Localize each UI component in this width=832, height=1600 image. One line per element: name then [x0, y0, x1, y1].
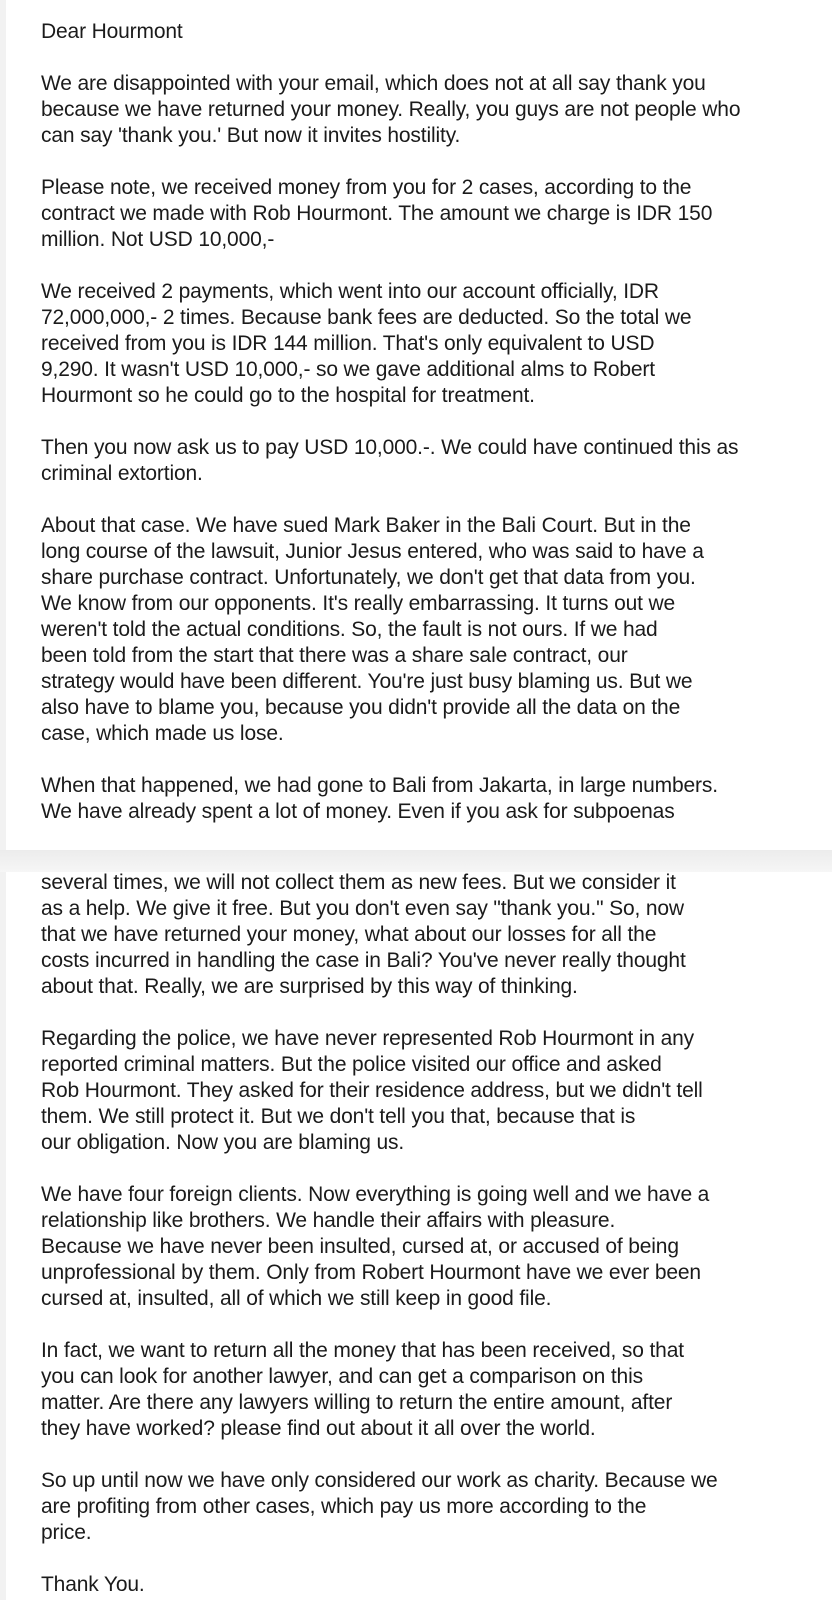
- text-line: can say 'thank you.' But now it invites hostility.: [41, 124, 461, 147]
- text-line: About that case. We have sued Mark Baker in the Bali Court. But in the: [41, 514, 691, 537]
- email-paragraph: [41, 513, 821, 747]
- email-paragraph: [41, 872, 821, 1000]
- text-line: case, which made us lose.: [41, 722, 284, 745]
- text-line: contract we made with Rob Hourmont. The amount we charge is IDR 150: [41, 202, 713, 225]
- text-line: When that happened, we had gone to Bali from Jakarta, in large numbers.: [41, 774, 718, 797]
- text-line: We have already spent a lot of money. Even if you ask for subpoenas: [41, 800, 675, 823]
- text-line: about that. Really, we are surprised by this way of thinking.: [41, 975, 578, 998]
- text-line: Hourmont so he could go to the hospital for treatment.: [41, 384, 535, 407]
- screenshot-divider: [0, 850, 832, 872]
- text-line: are profiting from other cases, which pay us more according to the: [41, 1495, 647, 1518]
- text-line: several times, we will not collect them as new fees. But we consider it: [41, 872, 676, 894]
- email-paragraph: [41, 1026, 821, 1156]
- paragraph-group: [41, 71, 821, 825]
- text-line: Because we have never been insulted, cursed at, or accused of being: [41, 1235, 679, 1258]
- text-line: 72,000,000,- 2 times. Because bank fees are deducted. So the total we: [41, 306, 692, 329]
- text-line: because we have returned your money. Really, you guys are not people who: [41, 98, 741, 121]
- text-line: Regarding the police, we have never represented Rob Hourmont in any: [41, 1027, 695, 1050]
- text-line: criminal extortion.: [41, 462, 203, 485]
- text-line: reported criminal matters. But the police visited our office and asked: [41, 1053, 662, 1076]
- text-line: share purchase contract. Unfortunately, we don't get that data from you.: [41, 566, 696, 589]
- text-line: also have to blame you, because you didn't provide all the data on the: [41, 696, 681, 719]
- text-line: cursed at, insulted, all of which we still keep in good file.: [41, 1287, 552, 1310]
- text-line: Dear Hourmont: [41, 20, 183, 43]
- email-paragraph: [41, 1468, 821, 1546]
- text-line: our obligation. Now you are blaming us.: [41, 1131, 405, 1154]
- text-line: We have four foreign clients. Now everything is going well and we have a: [41, 1183, 710, 1206]
- text-line: received from you is IDR 144 million. That's only equivalent to USD: [41, 332, 655, 355]
- text-line: they have worked? please find out about it all over the world.: [41, 1417, 596, 1440]
- email-paragraph: [41, 1338, 821, 1442]
- text-line: Then you now ask us to pay USD 10,000.-. We could have continued this as: [41, 436, 739, 459]
- email-greeting: [41, 19, 821, 45]
- text-line: So up until now we have only considered our work as charity. Because we: [41, 1469, 718, 1492]
- email-paragraph: [41, 175, 821, 253]
- email-paragraph: [41, 773, 821, 825]
- text-line: strategy would have been different. You're just busy blaming us. But we: [41, 670, 693, 693]
- email-screenshot-top: [6, 0, 832, 850]
- text-line: relationship like brothers. We handle their affairs with pleasure.: [41, 1209, 616, 1232]
- email-body-top: [41, 19, 821, 850]
- text-line: Rob Hourmont. They asked for their residence address, but we didn't tell: [41, 1079, 703, 1102]
- text-line: that we have returned your money, what about our losses for all the: [41, 923, 657, 946]
- text-line: costs incurred in handling the case in Bali? You've never really thought: [41, 949, 686, 972]
- text-line: weren't told the actual conditions. So, the fault is not ours. If we had: [41, 618, 658, 641]
- text-line: We are disappointed with your email, which does not at all say thank you: [41, 72, 706, 95]
- email-closing: [41, 1572, 821, 1598]
- paragraph-group: [41, 872, 821, 1546]
- text-line: matter. Are there any lawyers willing to return the entire amount, after: [41, 1391, 673, 1414]
- email-paragraph: [41, 1182, 821, 1312]
- text-line: Thank You.: [41, 1573, 145, 1596]
- text-line: price.: [41, 1521, 92, 1544]
- email-screenshot-bottom: [6, 872, 832, 1600]
- text-line: We know from our opponents. It's really embarrassing. It turns out we: [41, 592, 676, 615]
- text-line: In fact, we want to return all the money that has been received, so that: [41, 1339, 684, 1362]
- email-paragraph: [41, 71, 821, 149]
- text-line: unprofessional by them. Only from Robert Hourmont have we ever been: [41, 1261, 701, 1284]
- email-paragraph: [41, 279, 821, 409]
- text-line: long course of the lawsuit, Junior Jesus entered, who was said to have a: [41, 540, 704, 563]
- text-line: million. Not USD 10,000,-: [41, 228, 275, 251]
- text-line: We received 2 payments, which went into our account officially, IDR: [41, 280, 659, 303]
- text-line: Please note, we received money from you for 2 cases, according to the: [41, 176, 692, 199]
- text-line: as a help. We give it free. But you don't even say "thank you." So, now: [41, 897, 684, 920]
- text-line: 9,290. It wasn't USD 10,000,- so we gave additional alms to Robert: [41, 358, 655, 381]
- text-line: them. We still protect it. But we don't tell you that, because that is: [41, 1105, 636, 1128]
- text-line: been told from the start that there was a share sale contract, our: [41, 644, 628, 667]
- email-paragraph: [41, 435, 821, 487]
- email-body-bottom: [41, 872, 821, 1598]
- text-line: you can look for another lawyer, and can get a comparison on this: [41, 1365, 643, 1388]
